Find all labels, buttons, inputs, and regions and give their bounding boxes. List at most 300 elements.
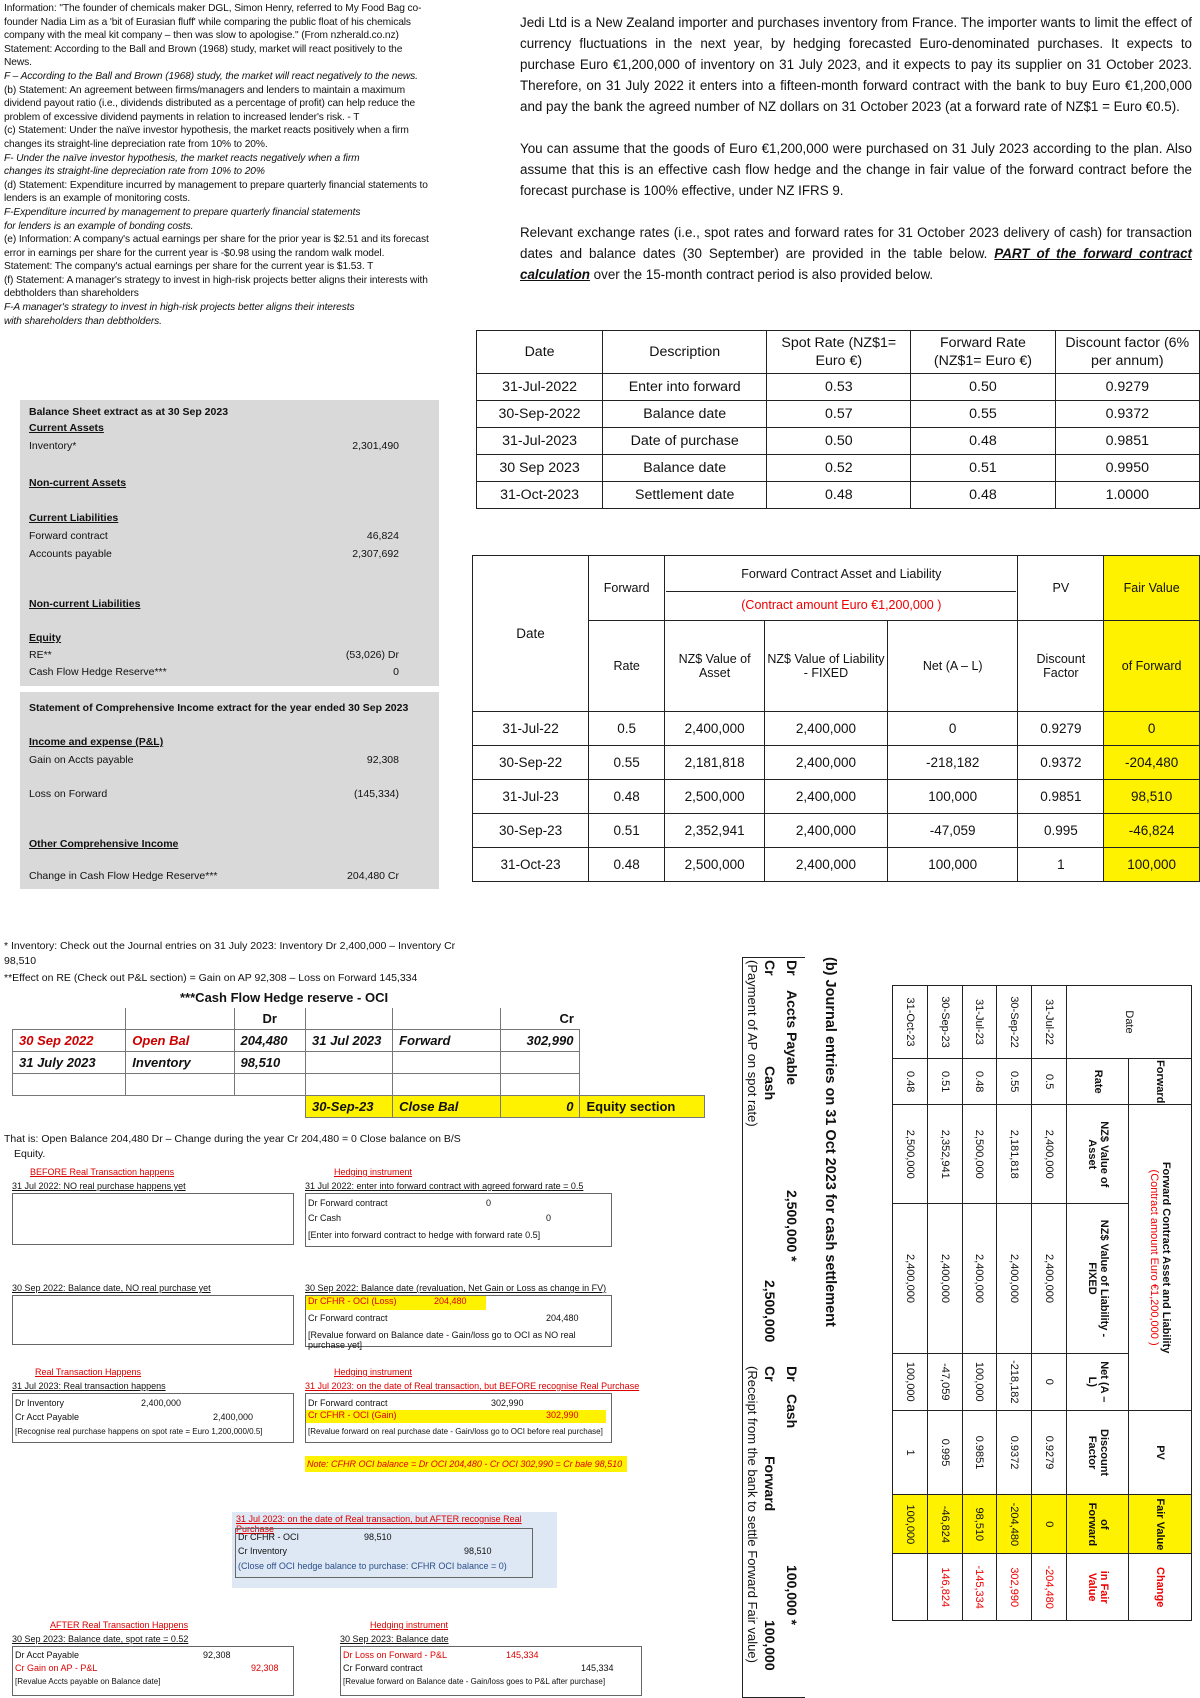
sci-loss-label: Loss on Forward (29, 788, 108, 800)
rt-h-forward: Forward (1129, 1059, 1192, 1105)
bs-re-row (29, 649, 399, 661)
jl-h1-r1: Dr Forward contract (308, 1198, 388, 1208)
fwd-cell: 2,400,000 (764, 746, 887, 780)
cfhr-close-date: 30-Sep-23 (306, 1096, 393, 1118)
rt-h-group-sub: (Contract amount Euro €1,200,000 ) (1148, 1169, 1161, 1346)
bs-title: Balance Sheet extract as at 30 Sep 2023 (29, 406, 229, 418)
jl-h3-r2a: 302,990 (546, 1410, 579, 1420)
bs-noncurrent-assets: Non-current Assets (29, 477, 127, 489)
info-line: News. (4, 57, 32, 69)
fwd-header-group (665, 556, 1018, 621)
rt-cell: 0.9372 (997, 1410, 1032, 1495)
rt-cell: 30-Sep-23 (927, 986, 962, 1059)
jl-r1-r2a: 2,400,000 (213, 1412, 254, 1422)
rt-cell: 0.5 (1032, 1059, 1067, 1105)
rt-cell: 2,352,941 (927, 1105, 962, 1204)
bs-divider (20, 686, 439, 692)
rt-cell: 302,990 (997, 1554, 1032, 1621)
rt-row (927, 986, 962, 1621)
rt-cell: 2,400,000 (927, 1204, 962, 1354)
jl-a1-r1: Dr Acct Payable (15, 1650, 80, 1660)
fwd-cell: 0.9279 (1018, 712, 1104, 746)
jl-real-title: Real Transaction Happens (35, 1367, 142, 1377)
cfhr-close-amt: 0 (500, 1096, 580, 1118)
cfhr-r2-text: Inventory (126, 1052, 234, 1074)
rates-cell: 0.50 (911, 374, 1055, 401)
rates-row (477, 482, 1200, 509)
rt-row (962, 986, 997, 1621)
bs-cfhr-row (29, 666, 399, 678)
info-line: with shareholders than debtholders. (4, 315, 162, 327)
rt-cell: 2,181,818 (997, 1105, 1032, 1204)
cfhr-close-text: Close Bal (393, 1096, 500, 1118)
note-open-balance-cont: Equity. (14, 1148, 46, 1160)
cfhr-r1-date2: 31 Jul 2023 (306, 1030, 393, 1052)
jl-hedge3-title: Hedging instrument (370, 1620, 449, 1630)
jl-m1-note: (Close off OCI hedge balance to purchase: CFHR OCI balance = 0) (238, 1561, 507, 1571)
rt-cell: -46,824 (927, 1495, 962, 1554)
info-line: F-A manager's strategy to invest in high-risk projects better aligns their interests (4, 302, 355, 314)
sci-gain-value: 92,308 (366, 754, 399, 766)
rt-cell: 0.48 (893, 1059, 928, 1105)
bs-forward-value: 46,824 (366, 530, 399, 542)
fwd-header-rate: Rate (589, 621, 665, 712)
rates-cell: 0.48 (911, 428, 1055, 455)
settle-dr2: Dr (784, 1366, 800, 1382)
settle-acct1: Accts Payable (784, 990, 800, 1085)
fwd-cell: 0.48 (589, 848, 665, 882)
settle-amt3: 100,000 * (784, 1565, 800, 1625)
info-line: Information: "The founder of chemicals maker DGL, Simon Henry, referred to My Food Bag co- (4, 3, 422, 14)
bs-noncurrent-liabilities: Non-current Liabilities (29, 598, 141, 610)
rates-header-forward: Forward Rate (NZ$1= Euro €) (911, 331, 1055, 374)
cfhr-r1-text2: Forward (393, 1030, 500, 1052)
jl-hedge-box-2 (305, 1295, 612, 1350)
info-line: changes its straight-line depreciation rate from 10% to 20% (4, 166, 265, 178)
rates-cell: 0.51 (911, 455, 1055, 482)
fwd-cell: 0.995 (1018, 814, 1104, 848)
fwd-row (473, 746, 1200, 780)
info-line: Statement: The company's actual earnings per share for the current year is $1.53. T (4, 261, 374, 273)
fwd-header-date: Date (473, 556, 589, 712)
settle-acct2: Cash (762, 1066, 778, 1101)
info-line: problem of excessive dividend payments in relation to increased lender's risk. - T (4, 111, 360, 123)
fwd-cell: 98,510 (1104, 780, 1200, 814)
jl-r1-r2: Cr Acct Payable (15, 1412, 80, 1422)
fwd-cell: -46,824 (1104, 814, 1200, 848)
fwd-cell: -204,480 (1104, 746, 1200, 780)
rt-cell: 0.9279 (1032, 1410, 1067, 1495)
settle-acct3: Cash (784, 1394, 800, 1429)
rt-cell: 100,000 (962, 1353, 997, 1410)
rt-cell: 0.48 (962, 1059, 997, 1105)
rt-h-rate: Rate (1066, 1059, 1129, 1105)
cfhr-cr: Cr (500, 1008, 580, 1030)
jl-h2-r1-highlight (306, 1296, 486, 1310)
jl-hedge-3: 31 Jul 2023: on the date of Real transaction, but BEFORE recognise Real Purchase (305, 1381, 640, 1391)
fwd-cell: -218,182 (887, 746, 1018, 780)
cfhr-r1-text: Open Bal (126, 1030, 234, 1052)
bs-ap-label: Accounts payable (29, 548, 112, 560)
rates-header-spot: Spot Rate (NZ$1= Euro €) (767, 331, 911, 374)
rt-h-net: Net (A – L) (1066, 1353, 1129, 1410)
settle-title: (b) Journal entries on 31 Oct 2023 for cash settlement (822, 957, 838, 1327)
jl-hedge-title: Hedging instrument (334, 1167, 413, 1177)
rates-cell: 0.9372 (1055, 401, 1199, 428)
rt-cell: 2,500,000 (893, 1105, 928, 1204)
jl-h1-r2: Cr Cash (308, 1213, 342, 1223)
jl-real-box-1 (12, 1393, 294, 1443)
exchange-rates-table (476, 330, 1200, 509)
jl-a1-r1a: 92,308 (203, 1650, 231, 1660)
settle-acct4: Forward (762, 1456, 778, 1512)
cfhr-r1-amt: 204,480 (234, 1030, 306, 1052)
info-line: F-Expenditure incurred by management to prepare quarterly financial statements (4, 206, 361, 218)
jl-h2-r2: Cr Forward contract (308, 1313, 388, 1323)
info-line: lenders is an example of monitoring costs. (4, 193, 191, 205)
bs-current-assets: Current Assets (29, 422, 104, 434)
fwd-cell: 0 (1104, 712, 1200, 746)
p3-emphasis: PART of the forward contract calculation (520, 246, 1192, 282)
jl-before-1: 31 Jul 2022: NO real purchase happens yet (12, 1181, 186, 1191)
jl-after-box-1 (12, 1646, 294, 1696)
jl-before-2: 30 Sep 2022: Balance date, NO real purchase yet (12, 1283, 211, 1293)
rt-h-group-title: Forward Contract Asset and Liability (1160, 1161, 1173, 1354)
p3-tail: over the 15-month contract period is also provided below. (589, 267, 934, 282)
rt-cell: -145,334 (962, 1554, 997, 1621)
jl-hedge-box-3 (305, 1393, 612, 1443)
fwd-cell: 2,352,941 (665, 814, 765, 848)
fwd-cell: 31-Jul-22 (473, 712, 589, 746)
jl-after-1: 30 Sep 2023: Balance date, spot rate = 0.52 (12, 1634, 189, 1644)
fwd-cell: 2,500,000 (665, 848, 765, 882)
jl-middle-title: 31 Jul 2023: on the date of Real transaction, but AFTER recognise Real Purchase (236, 1514, 522, 1534)
rates-cell: 31-Oct-2023 (477, 482, 603, 509)
rates-cell: Balance date (603, 401, 767, 428)
rt-cell: 98,510 (962, 1495, 997, 1554)
fwd-header-discount: Discount Factor (1018, 621, 1104, 712)
rt-h-change: Change (1129, 1554, 1192, 1621)
settle-note2: (Receipt from the bank to settle Forward Fair value) (745, 1366, 760, 1663)
rates-row (477, 401, 1200, 428)
fwd-cell: 2,181,818 (665, 746, 765, 780)
rates-cell: 0.57 (767, 401, 911, 428)
fwd-cell: 100,000 (887, 848, 1018, 882)
cfhr-r1-amt2: 302,990 (500, 1030, 580, 1052)
jl-note-highlight: Note: CFHR OCI balance = Dr OCI 204,480 - Cr OCI 302,990 = Cr bale 98,510 (305, 1456, 627, 1472)
rates-cell: 0.48 (767, 482, 911, 509)
jl-a1-r2a: 92,308 (251, 1663, 279, 1673)
info-line: F- Under the naïve investor hypothesis, the market reacts negatively when a firm (4, 152, 360, 164)
fwd-cell: 0.9372 (1018, 746, 1104, 780)
rt-cell: 2,400,000 (997, 1204, 1032, 1354)
bs-inventory-row (29, 440, 399, 452)
sci-oci: Other Comprehensive Income (29, 838, 179, 850)
rates-cell: 0.48 (911, 482, 1055, 509)
jl-hedge-2: 30 Sep 2022: Balance date (revaluation, Net Gain or Loss as change in FV) (305, 1283, 607, 1293)
rt-cell: 0.51 (927, 1059, 962, 1105)
fwd-header-liability: NZ$ Value of Liability - FIXED (764, 621, 887, 712)
fwd-cell: 2,400,000 (665, 712, 765, 746)
cfhr-r2-date: 31 July 2023 (13, 1052, 126, 1074)
sci-loss-value: (145,334) (354, 788, 399, 800)
jl-r1-r1: Dr Inventory (15, 1398, 65, 1408)
fwd-row (473, 848, 1200, 882)
fwd-cell: 0.55 (589, 746, 665, 780)
jl-h4-r1a: 145,334 (506, 1650, 539, 1660)
fwd-header-group-title: Forward Contract Asset and Liability (666, 559, 1016, 592)
jl-h2-note: [Revalue forward on Balance date - Gain/loss go to OCI as NO real purchase yet] (308, 1330, 576, 1350)
problem-paragraph-3 (520, 222, 1192, 285)
info-line: (d) Statement: Expenditure incurred by management to prepare quarterly financial statements to (4, 179, 428, 191)
fwd-cell: 1 (1018, 848, 1104, 882)
rates-header-description: Description (603, 331, 767, 374)
rt-cell: 2,400,000 (962, 1204, 997, 1354)
settle-dr1: Dr (784, 960, 800, 976)
cfhr-t-account (12, 1008, 705, 1118)
cfhr-equity-section: Equity section (580, 1096, 705, 1118)
fwd-cell: 2,500,000 (665, 780, 765, 814)
rates-cell: 30 Sep 2023 (477, 455, 603, 482)
rt-cell: -218,182 (997, 1353, 1032, 1410)
bs-cfhr-label: Cash Flow Hedge Reserve*** (29, 666, 167, 678)
rt-cell: -204,480 (1032, 1554, 1067, 1621)
rt-h-liab: NZ$ Value of Liability - FIXED (1066, 1204, 1129, 1354)
note-inventory-cont: 98,510 (4, 955, 37, 967)
jl-hedge2-title: Hedging instrument (334, 1367, 413, 1377)
info-line: debtholders than shareholders (4, 288, 139, 300)
sci-change-value: 204,480 Cr (347, 870, 399, 882)
info-line: for lenders is an example of bonding costs. (4, 220, 194, 232)
jl-real-1: 31 Jul 2023: Real transaction happens (12, 1381, 166, 1391)
fwd-header-fv2: of Forward (1104, 621, 1200, 712)
jl-middle-panel (232, 1512, 557, 1588)
rates-cell: 0.52 (767, 455, 911, 482)
rt-h-fv2: of Forward (1066, 1495, 1129, 1554)
settle-note1: (Payment of AP on spot rate) (745, 960, 760, 1127)
rates-row (477, 428, 1200, 455)
rates-cell: 0.9950 (1055, 455, 1199, 482)
rotated-fwd-table (892, 985, 1192, 1621)
jl-h1-note: [Enter into forward contract to hedge with forward rate 0.5] (308, 1230, 541, 1240)
rates-cell: 31-Jul-2022 (477, 374, 603, 401)
info-line: (f) Statement: A manager's strategy to invest in high-risk projects better aligns their interests with (4, 274, 428, 286)
fwd-header-net: Net (A – L) (887, 621, 1018, 712)
fwd-header-forward: Forward (589, 556, 665, 621)
rt-cell: -47,059 (927, 1353, 962, 1410)
bs-forward-row (29, 530, 399, 542)
jl-after-title: AFTER Real Transaction Happens (50, 1620, 189, 1630)
rt-row (893, 986, 928, 1621)
rates-cell: Date of purchase (603, 428, 767, 455)
jl-before-box-1 (12, 1193, 294, 1245)
rt-cell: 31-Jul-23 (962, 986, 997, 1059)
rates-cell: 31-Jul-2023 (477, 428, 603, 455)
rt-cell: 146,824 (927, 1554, 962, 1621)
rt-cell: 2,500,000 (962, 1105, 997, 1204)
info-text-block (4, 2, 514, 328)
cfhr-title: ***Cash Flow Hedge reserve - OCI (180, 990, 389, 1005)
rt-cell: 31-Jul-22 (1032, 986, 1067, 1059)
jl-h2-r1: Dr CFHR - OCI (Loss) (308, 1296, 397, 1306)
rotated-fwd-grid (892, 985, 1192, 1621)
info-line: F – According to the Ball and Brown (1968) study, the market will react negatively to the news. (4, 70, 418, 82)
jl-hedge-4: 30 Sep 2023: Balance date (340, 1634, 449, 1644)
sci-gain-label: Gain on Accts payable (29, 754, 134, 766)
cfhr-r2-amt: 98,510 (234, 1052, 306, 1074)
rates-cell: 0.50 (767, 428, 911, 455)
bs-inventory-label: Inventory* (29, 440, 77, 452)
problem-paragraph-2: You can assume that the goods of Euro €1,200,000 were purchased on 31 July 2023 according to the plan. Also assume that this is an effective cash flow hedge and the change in fair value of the forward contract before the forecast purchase is 100% effective, under NZ IFRS 9. (520, 141, 1192, 198)
bs-inventory-value: 2,301,490 (352, 440, 399, 452)
note-inventory: * Inventory: Check out the Journal entries on 31 July 2023: Inventory Dr 2,400,000 – Inventory Cr (4, 940, 456, 952)
rt-cell: 0.55 (997, 1059, 1032, 1105)
sci-change-label: Change in Cash Flow Hedge Reserve*** (29, 870, 218, 882)
jl-hedge-box-4 (340, 1646, 642, 1696)
bs-re-value: (53,026) Dr (345, 649, 399, 661)
info-line: founder Nadia Lim as a 'bit of Eurasian fluff' while comparing the public float of his chemicals (4, 16, 411, 28)
settle-cr1: Cr (762, 960, 778, 976)
rt-h-change2: in Fair Value (1066, 1554, 1129, 1621)
fwd-cell: -47,059 (887, 814, 1018, 848)
rt-cell: 0.995 (927, 1410, 962, 1495)
rt-cell: -204,480 (997, 1495, 1032, 1554)
rates-cell: Enter into forward (603, 374, 767, 401)
fwd-cell: 2,400,000 (764, 814, 887, 848)
rt-cell: 100,000 (893, 1353, 928, 1410)
rt-h-asset: NZ$ Value of Asset (1066, 1105, 1129, 1204)
fwd-cell: 100,000 (887, 780, 1018, 814)
jl-hedge-box-1 (305, 1193, 612, 1247)
rt-h-date: Date (1066, 986, 1191, 1059)
rates-cell: 1.0000 (1055, 482, 1199, 509)
problem-statement (520, 12, 1192, 306)
sci-loss-row (29, 788, 399, 800)
rates-row (477, 455, 1200, 482)
cfhr-r1-date: 30 Sep 2022 (13, 1030, 126, 1052)
bs-current-liabilities: Current Liabilities (29, 512, 119, 524)
jl-m1-r1: Dr CFHR - OCI (238, 1532, 299, 1542)
info-line: error in earnings per share for the current year is -$0.98 using the random walk model. (4, 247, 385, 259)
jl-h4-note: [Revalue forward on Balance date - Gain/loss goes to P&L after purchase] (343, 1677, 606, 1686)
fwd-cell: 100,000 (1104, 848, 1200, 882)
settle-amt1: 2,500,000 * (784, 1190, 800, 1262)
info-line: dividend payout ratio (i.e., dividends distributed as a percentage of profit) can help reduce the (4, 98, 416, 110)
rates-row (477, 374, 1200, 401)
jl-before-title: BEFORE Real Transaction happens (30, 1167, 175, 1177)
info-line: (b) Statement: An agreement between firms/managers and lenders to maintain a maximum (4, 84, 405, 96)
rt-cell: 0 (1032, 1495, 1067, 1554)
bs-ap-row (29, 548, 399, 560)
problem-paragraph-1: Jedi Ltd is a New Zealand importer and purchases inventory from France. The importer wants to limit the effect of currency fluctuations in the next year, by hedging forecasted Euro-denominated purchases. It expects to purchase Euro €1,200,000 of inventory on 31 July 2023, and it expects to pay its supplier on 31 October 2023. Therefore, on 31 July 2022 it enters into a fifteen-month forward contract with the bank to buy Euro €1,200,000 and pay the bank the agreed number of NZ dollars on 31 October 2023 (at a forward rate of NZ$1 = Euro €0.5). (520, 15, 1192, 114)
forward-contract-table (472, 555, 1200, 882)
sci-title: Statement of Comprehensive Income extract for the year ended 30 Sep 2023 (29, 702, 409, 714)
sci-income-expense: Income and expense (P&L) (29, 736, 164, 748)
rt-h-df: Discount Factor (1066, 1410, 1129, 1495)
settle-cr2: Cr (762, 1366, 778, 1382)
jl-before-box-2 (12, 1295, 294, 1345)
note-re: **Effect on RE (Check out P&L section) = Gain on AP 92,308 – Loss on Forward 145,334 (4, 972, 418, 984)
jl-h3-r2: Cr CFHR - OCI (Gain) (308, 1410, 397, 1420)
balance-sheet-extract (20, 400, 439, 889)
fwd-cell: 0.48 (589, 780, 665, 814)
jl-m1-r2a: 98,510 (464, 1546, 492, 1556)
bs-forward-label: Forward contract (29, 530, 108, 542)
jl-h3-r1a: 302,990 (491, 1398, 524, 1408)
bs-re-label: RE** (29, 649, 52, 661)
info-line: changes its straight-line depreciation rate from 10% to 20%. (4, 138, 268, 150)
jl-a1-r2: Cr Gain on AP - P&L (15, 1663, 98, 1673)
fwd-row (473, 814, 1200, 848)
fwd-cell: 30-Sep-23 (473, 814, 589, 848)
rates-cell: Settlement date (603, 482, 767, 509)
jl-r1-r1a: 2,400,000 (141, 1398, 182, 1408)
jl-h3-note: [Revalue forward on real purchase date - Gain/loss go to OCI before real purchase] (308, 1427, 603, 1436)
fwd-header-fv: Fair Value (1104, 556, 1200, 621)
info-line: Statement: According to the Ball and Brown (1968) study, market will react positively to the (4, 43, 403, 55)
rates-cell: 30-Sep-2022 (477, 401, 603, 428)
rates-header-discount: Discount factor (6% per annum) (1055, 331, 1199, 374)
fwd-cell: 0.51 (589, 814, 665, 848)
cfhr-dr: Dr (234, 1008, 306, 1030)
rt-cell: 0 (1032, 1353, 1067, 1410)
rates-cell: 0.53 (767, 374, 911, 401)
rt-h-group (1129, 1105, 1192, 1410)
fwd-header-group-sub: (Contract amount Euro €1,200,000 ) (741, 597, 942, 612)
sci-change-row (29, 870, 399, 882)
rt-cell: 2,400,000 (893, 1204, 928, 1354)
rt-cell: 31-Oct-23 (893, 986, 928, 1059)
jl-h3-r2-highlight (306, 1410, 606, 1423)
fwd-cell: 2,400,000 (764, 712, 887, 746)
jl-a1-note: [Revalue Accts payable on Balance date] (15, 1677, 161, 1686)
rt-cell: 2,400,000 (1032, 1105, 1067, 1204)
info-line: (c) Statement: Under the naïve investor hypothesis, the market reacts positively when a firm (4, 125, 409, 137)
rt-row (997, 986, 1032, 1621)
jl-h2-r2a: 204,480 (546, 1313, 579, 1323)
fwd-cell: 31-Oct-23 (473, 848, 589, 882)
fwd-cell: 30-Sep-22 (473, 746, 589, 780)
p3-text: Relevant exchange rates (i.e., spot rates and forward rates for 31 October 2023 delivery of cash) for transaction dates and balance dates (30 September) are provided in the table below. (520, 225, 1192, 261)
jl-h4-r1: Dr Loss on Forward - P&L (343, 1650, 448, 1660)
settle-amt4: 100,000 (762, 1620, 778, 1671)
rt-cell: 0.9851 (962, 1410, 997, 1495)
bs-ap-value: 2,307,692 (352, 548, 399, 560)
fwd-row (473, 780, 1200, 814)
rates-cell: 0.55 (911, 401, 1055, 428)
rt-cell (893, 1554, 928, 1621)
sci-gain-row (29, 754, 399, 766)
rt-cell: 100,000 (893, 1495, 928, 1554)
jl-h1-r2a: 0 (546, 1213, 552, 1223)
fwd-cell: 2,400,000 (764, 848, 887, 882)
bs-equity: Equity (29, 632, 62, 644)
jl-h4-r2: Cr Forward contract (343, 1663, 423, 1673)
jl-hedge-1: 31 Jul 2022: enter into forward contract with agreed forward rate = 0.5 (305, 1181, 584, 1191)
rt-row (1032, 986, 1067, 1621)
rates-header-date: Date (477, 331, 603, 374)
fwd-cell: 0.5 (589, 712, 665, 746)
jl-middle-box (235, 1528, 533, 1578)
jl-h1-r1a: 0 (486, 1198, 492, 1208)
rates-cell: 0.9851 (1055, 428, 1199, 455)
jl-h3-r1: Dr Forward contract (308, 1398, 388, 1408)
fwd-cell: 2,400,000 (764, 780, 887, 814)
fwd-cell: 0.9851 (1018, 780, 1104, 814)
info-line: company with the meal kit company – then was slow to apologise." (From nzherald.co.nz) (4, 30, 399, 42)
fwd-header-asset: NZ$ Value of Asset (665, 621, 765, 712)
bs-cfhr-value: 0 (393, 666, 399, 678)
